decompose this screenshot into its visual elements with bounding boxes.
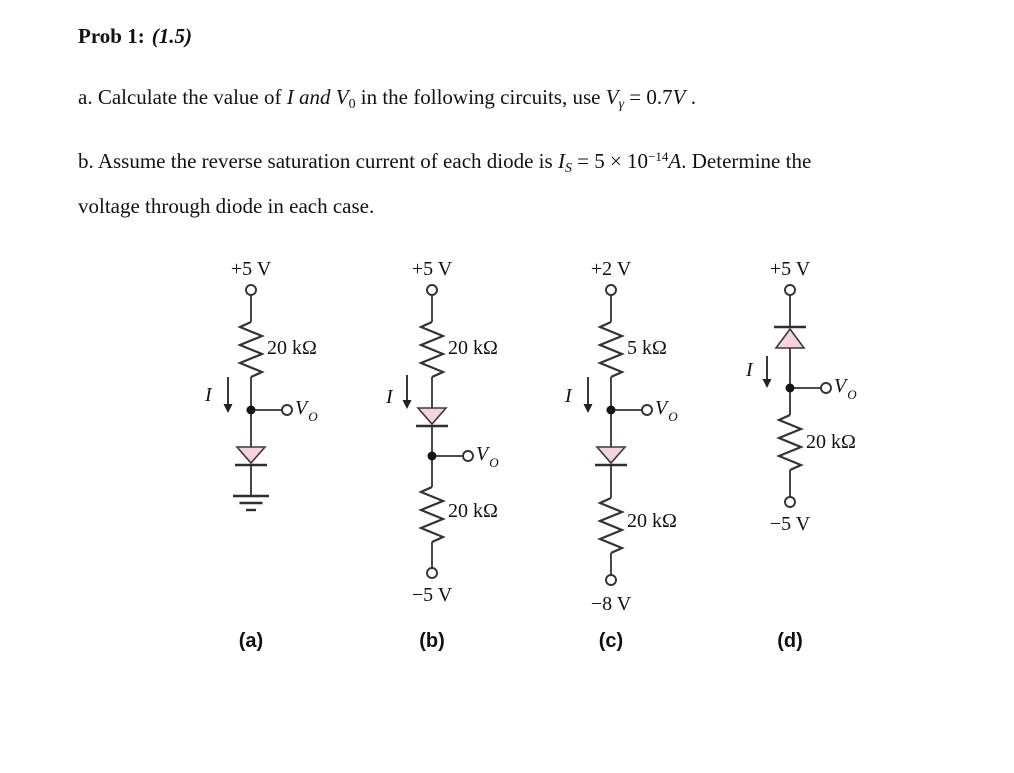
circuit-letter-label: (d)	[777, 630, 803, 652]
resistor-value-label: 20 kΩ	[267, 337, 317, 359]
resistor-symbol	[240, 322, 262, 377]
vo-main: V	[476, 443, 489, 465]
node-dot	[428, 452, 437, 461]
resistor-value-label: 20 kΩ	[448, 337, 498, 359]
supply-voltage-label: +2 V	[590, 258, 632, 280]
part-a-segment: .	[685, 85, 696, 109]
terminal-circle	[785, 285, 795, 295]
supply-voltage-label: −8 V	[590, 593, 632, 615]
part-b-subscript: S	[564, 160, 572, 176]
resistor-symbol	[779, 415, 801, 470]
diode-symbol	[237, 447, 265, 463]
output-voltage-label	[834, 375, 857, 402]
problem-title	[78, 24, 192, 49]
vo-main: V	[655, 397, 668, 419]
output-terminal-circle	[282, 405, 292, 415]
supply-voltage-label: −5 V	[769, 513, 811, 535]
resistor-symbol	[421, 322, 443, 377]
problem-score: (1.5)	[151, 24, 192, 48]
output-voltage-label	[295, 397, 318, 424]
part-a-segment: in the following circuits, use	[355, 85, 606, 109]
supply-voltage-label: +5 V	[230, 258, 272, 280]
part-a-math: I and V	[286, 85, 349, 109]
vo-subscript: O	[308, 409, 318, 424]
terminal-circle	[606, 575, 616, 585]
resistor-value-label: 20 kΩ	[806, 431, 856, 453]
resistor-value-label: 20 kΩ	[627, 510, 677, 532]
part-a-segment: = 0.7	[624, 85, 673, 109]
vo-main: V	[295, 397, 308, 419]
terminal-circle	[427, 285, 437, 295]
circuit-a-drawing	[171, 255, 331, 655]
supply-voltage-label: −5 V	[411, 584, 453, 606]
circuit-a	[171, 255, 331, 655]
current-arrowhead	[763, 379, 772, 388]
vo-main: V	[834, 375, 847, 397]
part-a-segment: a. Calculate the value of	[78, 85, 287, 109]
circuit-b	[352, 255, 512, 655]
part-b-segment: voltage through diode in each case.	[78, 194, 375, 218]
part-b-math: A	[668, 149, 682, 174]
circuit-c	[531, 255, 691, 655]
diode-symbol	[776, 329, 804, 348]
node-dot	[607, 406, 616, 415]
output-voltage-label	[476, 443, 499, 470]
diode-symbol	[597, 447, 625, 463]
node-dot	[247, 406, 256, 415]
terminal-circle	[785, 497, 795, 507]
resistor-symbol	[421, 487, 443, 542]
current-label: I	[205, 384, 212, 406]
current-arrowhead	[584, 404, 593, 413]
diode-symbol	[418, 408, 446, 424]
circuit-letter-label: (b)	[419, 630, 445, 652]
problem-title-text: Prob 1:	[78, 24, 145, 48]
terminal-circle	[427, 568, 437, 578]
part-a-math: V	[672, 85, 686, 109]
part-b-segment: = 5 × 10	[571, 149, 649, 174]
vo-subscript: O	[489, 455, 499, 470]
part-a-subscript: γ	[618, 95, 625, 111]
part-b-math: I	[557, 149, 565, 174]
circuit-letter-label: (c)	[598, 630, 624, 652]
part-a-math: V	[605, 85, 619, 109]
supply-voltage-label: +5 V	[769, 258, 811, 280]
output-terminal-circle	[821, 383, 831, 393]
supply-voltage-label: +5 V	[411, 258, 453, 280]
part-a-subscript: 0	[348, 95, 356, 111]
resistor-value-label: 20 kΩ	[448, 500, 498, 522]
current-label: I	[746, 359, 753, 381]
terminal-circle	[606, 285, 616, 295]
current-label: I	[565, 385, 572, 407]
vo-subscript: O	[847, 387, 857, 402]
part-a-text	[78, 85, 696, 112]
current-arrowhead	[403, 400, 412, 409]
output-terminal-circle	[463, 451, 473, 461]
part-b-segment: . Determine the	[681, 149, 812, 174]
output-voltage-label	[655, 397, 678, 424]
part-b-text	[78, 149, 811, 176]
output-terminal-circle	[642, 405, 652, 415]
part-b-text-line2	[78, 194, 374, 219]
vo-subscript: O	[668, 409, 678, 424]
part-b-superscript: −14	[648, 149, 669, 164]
current-label: I	[386, 386, 393, 408]
circuit-d-drawing	[710, 255, 870, 655]
ground-symbol	[233, 496, 269, 510]
current-arrowhead	[224, 404, 233, 413]
circuit-letter-label: (a)	[238, 630, 264, 652]
circuit-d	[710, 255, 870, 655]
node-dot	[786, 384, 795, 393]
resistor-value-label: 5 kΩ	[627, 337, 667, 359]
resistor-symbol	[600, 322, 622, 377]
terminal-circle	[246, 285, 256, 295]
part-b-segment: b. Assume the reverse saturation current of each diode is	[78, 149, 558, 174]
resistor-symbol	[600, 498, 622, 553]
